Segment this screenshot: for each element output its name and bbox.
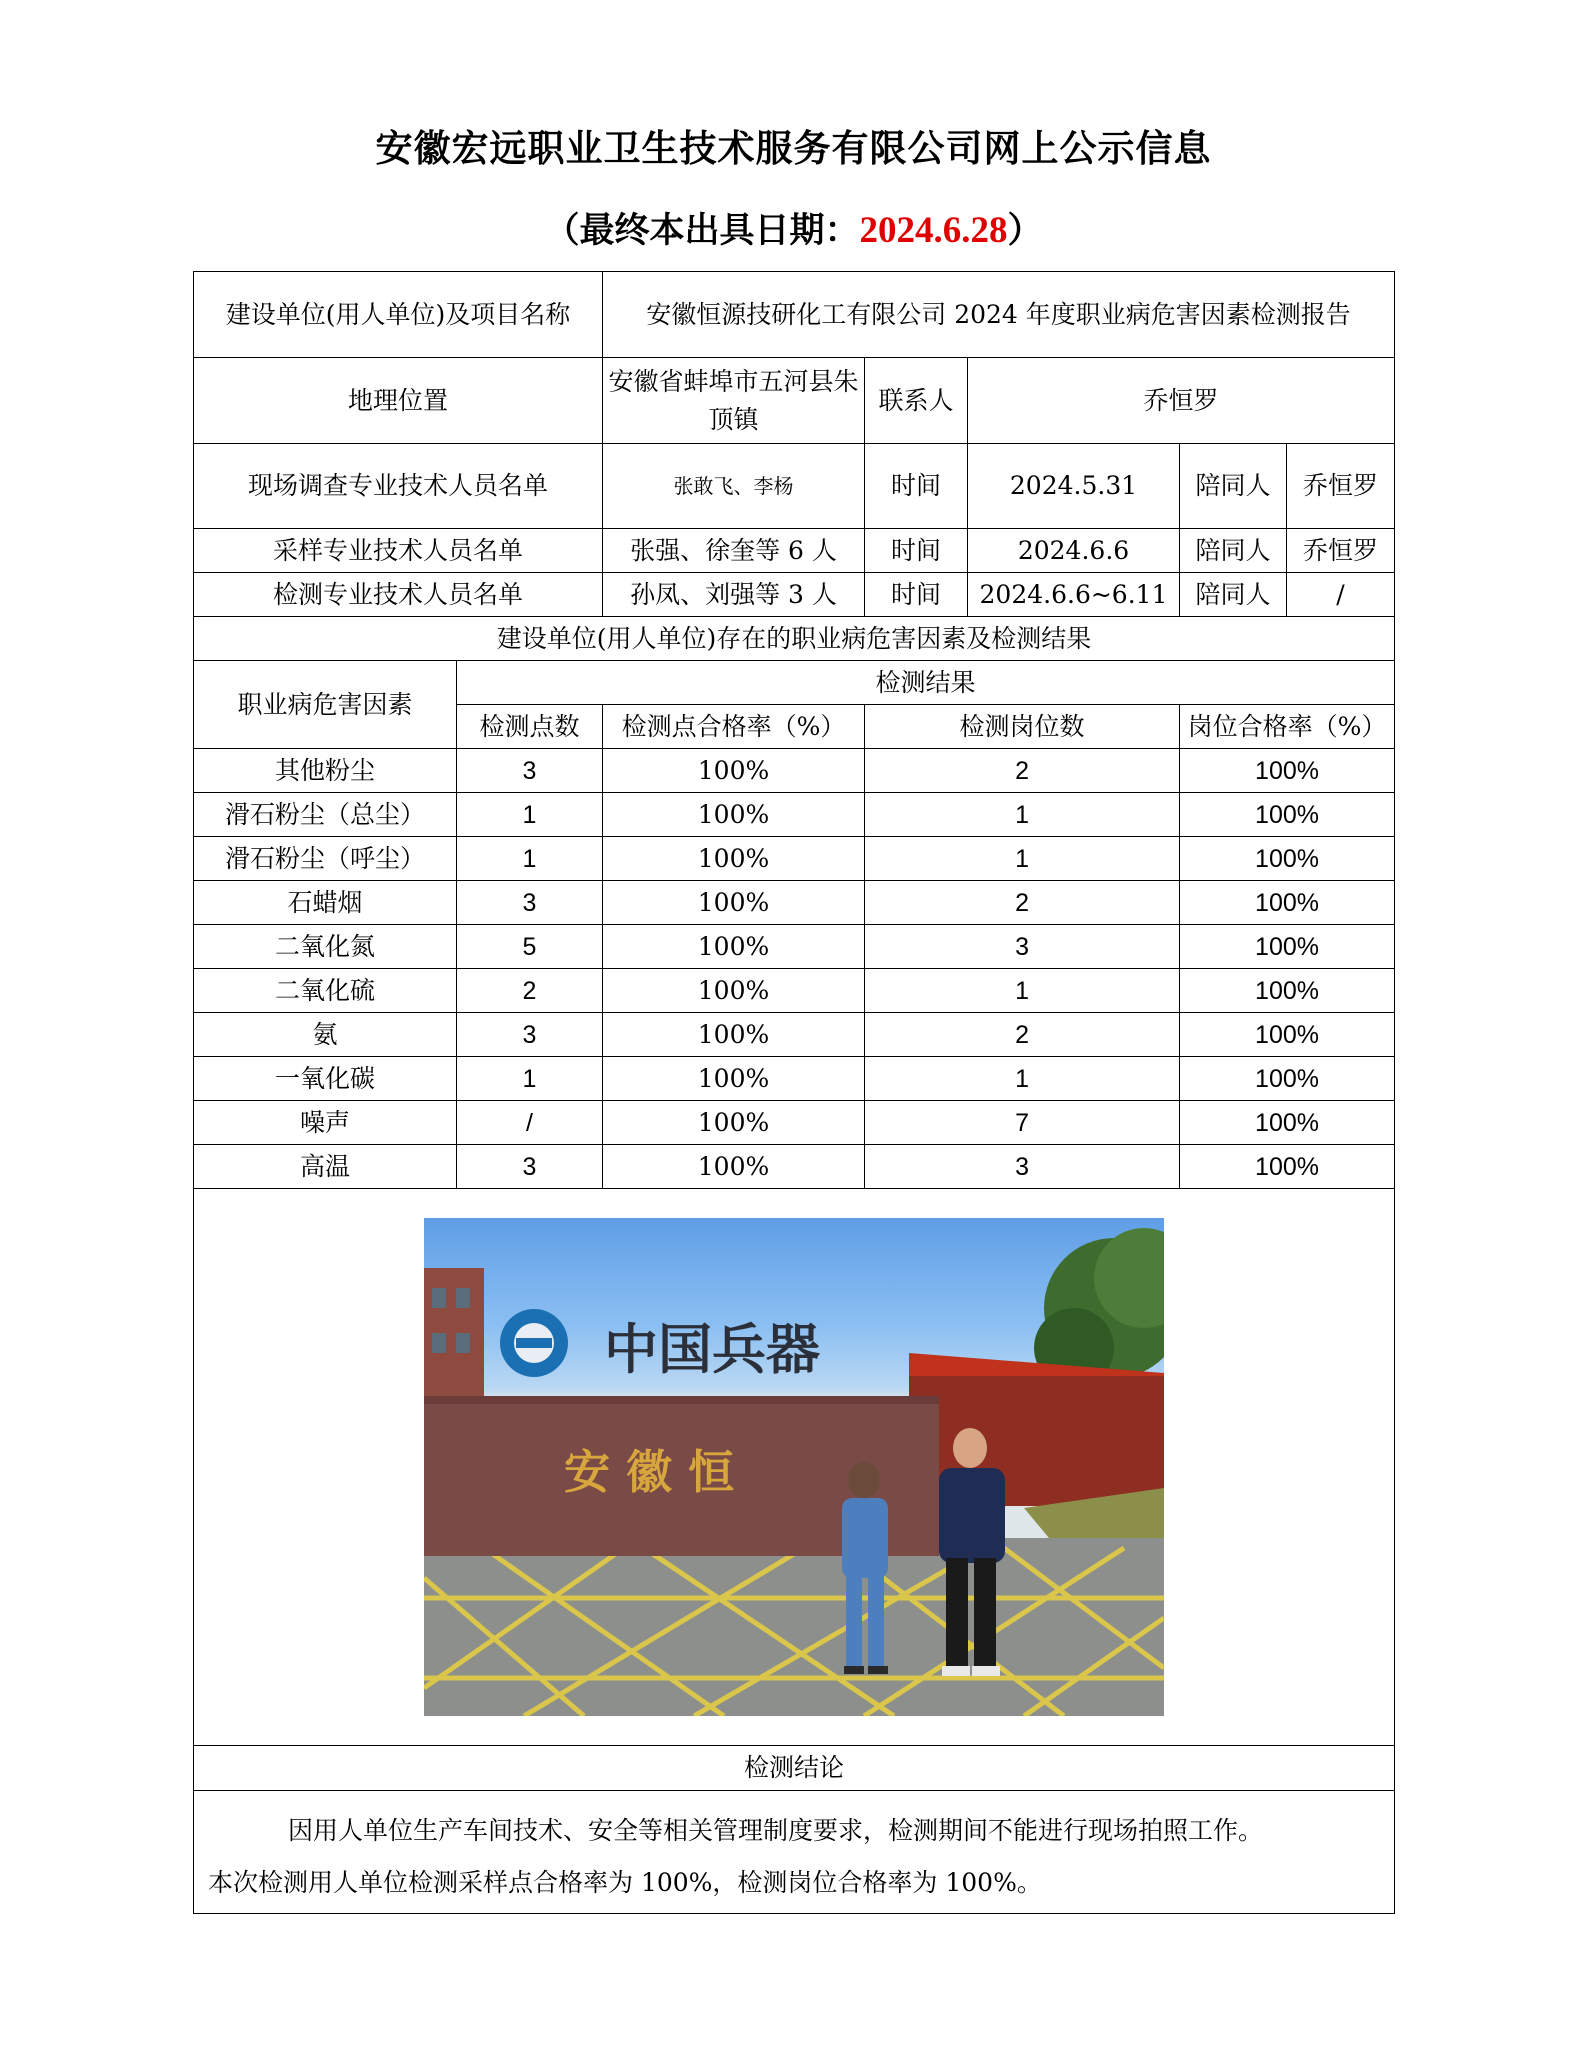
factor-header: 职业病危害因素 <box>194 661 457 749</box>
sampling-time: 2024.6.6 <box>968 529 1180 573</box>
sampling-label: 采样专业技术人员名单 <box>194 529 603 573</box>
issue-date: 2024.6.28 <box>859 210 1008 251</box>
posts-cell: 3 <box>865 1145 1180 1189</box>
point-rate-cell: 100% <box>603 881 865 925</box>
photo-cell <box>194 1189 1395 1746</box>
factor-cell: 高温 <box>194 1145 457 1189</box>
results-section-title: 建设单位(用人单位)存在的职业病危害因素及检测结果 <box>194 617 1395 661</box>
survey-row <box>194 444 1395 529</box>
points-cell: 3 <box>457 881 603 925</box>
project-label: 建设单位(用人单位)及项目名称 <box>194 272 603 358</box>
factor-cell: 氨 <box>194 1013 457 1057</box>
survey-value: 张敢飞、李杨 <box>603 444 865 529</box>
results-header-row <box>194 661 1395 705</box>
factor-cell: 滑石粉尘（呼尘） <box>194 837 457 881</box>
point-rate-cell: 100% <box>603 1101 865 1145</box>
posts-cell: 2 <box>865 749 1180 793</box>
testing-label: 检测专业技术人员名单 <box>194 573 603 617</box>
table-row <box>194 1013 1395 1057</box>
post-rate-cell: 100% <box>1180 1101 1395 1145</box>
factor-cell: 石蜡烟 <box>194 881 457 925</box>
testing-escort-label: 陪同人 <box>1180 573 1287 617</box>
points-cell: 1 <box>457 793 603 837</box>
survey-escort-label: 陪同人 <box>1180 444 1287 529</box>
column-header: 岗位合格率（%） <box>1180 705 1395 749</box>
survey-label: 现场调查专业技术人员名单 <box>194 444 603 529</box>
survey-escort: 乔恒罗 <box>1287 444 1395 529</box>
contact-value: 乔恒罗 <box>968 358 1395 444</box>
posts-cell: 2 <box>865 881 1180 925</box>
contact-label: 联系人 <box>865 358 968 444</box>
factor-cell: 二氧化氮 <box>194 925 457 969</box>
point-rate-cell: 100% <box>603 1145 865 1189</box>
table-row <box>194 793 1395 837</box>
point-rate-cell: 100% <box>603 837 865 881</box>
column-header: 检测岗位数 <box>865 705 1180 749</box>
points-cell: / <box>457 1101 603 1145</box>
posts-cell: 7 <box>865 1101 1180 1145</box>
subtitle-suffix: ） <box>1007 210 1043 251</box>
post-rate-cell: 100% <box>1180 925 1395 969</box>
conclusion-paragraph: 因用人单位生产车间技术、安全等相关管理制度要求，检测期间不能进行现场拍照工作。 <box>288 1816 1264 1845</box>
site-photo <box>424 1218 1164 1716</box>
point-rate-cell: 100% <box>603 1057 865 1101</box>
testing-row <box>194 573 1395 617</box>
posts-cell: 3 <box>865 925 1180 969</box>
point-rate-cell: 100% <box>603 925 865 969</box>
page-subtitle <box>0 203 1587 253</box>
post-rate-cell: 100% <box>1180 793 1395 837</box>
posts-cell: 1 <box>865 1057 1180 1101</box>
table-row <box>194 969 1395 1013</box>
points-cell: 5 <box>457 925 603 969</box>
project-row <box>194 272 1395 358</box>
site-photo-illustration <box>424 1218 1164 1716</box>
points-cell: 3 <box>457 1013 603 1057</box>
survey-time-label: 时间 <box>865 444 968 529</box>
factor-cell: 噪声 <box>194 1101 457 1145</box>
factor-cell: 一氧化碳 <box>194 1057 457 1101</box>
sampling-value: 张强、徐奎等 6 人 <box>603 529 865 573</box>
sampling-escort: 乔恒罗 <box>1287 529 1395 573</box>
table-row <box>194 1057 1395 1101</box>
points-cell: 1 <box>457 1057 603 1101</box>
stone-text: 安 徽 恒 <box>564 1445 735 1499</box>
table-row <box>194 837 1395 881</box>
sampling-time-label: 时间 <box>865 529 968 573</box>
conclusion-paragraph: 本次检测用人单位检测采样点合格率为 100%，检测岗位合格率为 100%。 <box>208 1868 1042 1897</box>
point-rate-cell: 100% <box>603 749 865 793</box>
photo-row <box>194 1189 1395 1746</box>
testing-escort: / <box>1287 573 1395 617</box>
post-rate-cell: 100% <box>1180 749 1395 793</box>
survey-time: 2024.5.31 <box>968 444 1180 529</box>
points-cell: 1 <box>457 837 603 881</box>
results-section-row <box>194 617 1395 661</box>
factor-cell: 二氧化硫 <box>194 969 457 1013</box>
table-row <box>194 1101 1395 1145</box>
table-row <box>194 881 1395 925</box>
page-title: 安徽宏远职业卫生技术服务有限公司网上公示信息 <box>375 126 1212 170</box>
location-label: 地理位置 <box>194 358 603 444</box>
post-rate-cell: 100% <box>1180 881 1395 925</box>
factor-cell: 其他粉尘 <box>194 749 457 793</box>
testing-time: 2024.6.6~6.11 <box>968 573 1180 617</box>
result-header: 检测结果 <box>457 661 1395 705</box>
sampling-escort-label: 陪同人 <box>1180 529 1287 573</box>
points-cell: 3 <box>457 1145 603 1189</box>
point-rate-cell: 100% <box>603 969 865 1013</box>
posts-cell: 1 <box>865 969 1180 1013</box>
table-row <box>194 749 1395 793</box>
table-row <box>194 925 1395 969</box>
point-rate-cell: 100% <box>603 793 865 837</box>
post-rate-cell: 100% <box>1180 1013 1395 1057</box>
conclusion-title-row <box>194 1746 1395 1791</box>
factor-cell: 滑石粉尘（总尘） <box>194 793 457 837</box>
testing-value: 孙凤、刘强等 3 人 <box>603 573 865 617</box>
column-header: 检测点合格率（%） <box>603 705 865 749</box>
point-rate-cell: 100% <box>603 1013 865 1057</box>
post-rate-cell: 100% <box>1180 969 1395 1013</box>
subtitle-prefix: （最终本出具日期： <box>544 210 860 251</box>
sampling-row <box>194 529 1395 573</box>
post-rate-cell: 100% <box>1180 837 1395 881</box>
wall-sign-text: 中国兵器 <box>604 1318 821 1381</box>
table-row <box>194 1145 1395 1189</box>
posts-cell: 1 <box>865 837 1180 881</box>
post-rate-cell: 100% <box>1180 1057 1395 1101</box>
post-rate-cell: 100% <box>1180 1145 1395 1189</box>
posts-cell: 2 <box>865 1013 1180 1057</box>
column-header: 检测点数 <box>457 705 603 749</box>
disclosure-table <box>193 271 1395 1914</box>
points-cell: 3 <box>457 749 603 793</box>
project-value: 安徽恒源技研化工有限公司 2024 年度职业病危害因素检测报告 <box>603 272 1395 358</box>
conclusion-title: 检测结论 <box>194 1746 1395 1791</box>
testing-time-label: 时间 <box>865 573 968 617</box>
points-cell: 2 <box>457 969 603 1013</box>
posts-cell: 1 <box>865 793 1180 837</box>
location-value: 安徽省蚌埠市五河县朱顶镇 <box>603 358 865 444</box>
conclusion-body <box>194 1791 1395 1914</box>
conclusion-body-row <box>194 1791 1395 1914</box>
location-row <box>194 358 1395 444</box>
